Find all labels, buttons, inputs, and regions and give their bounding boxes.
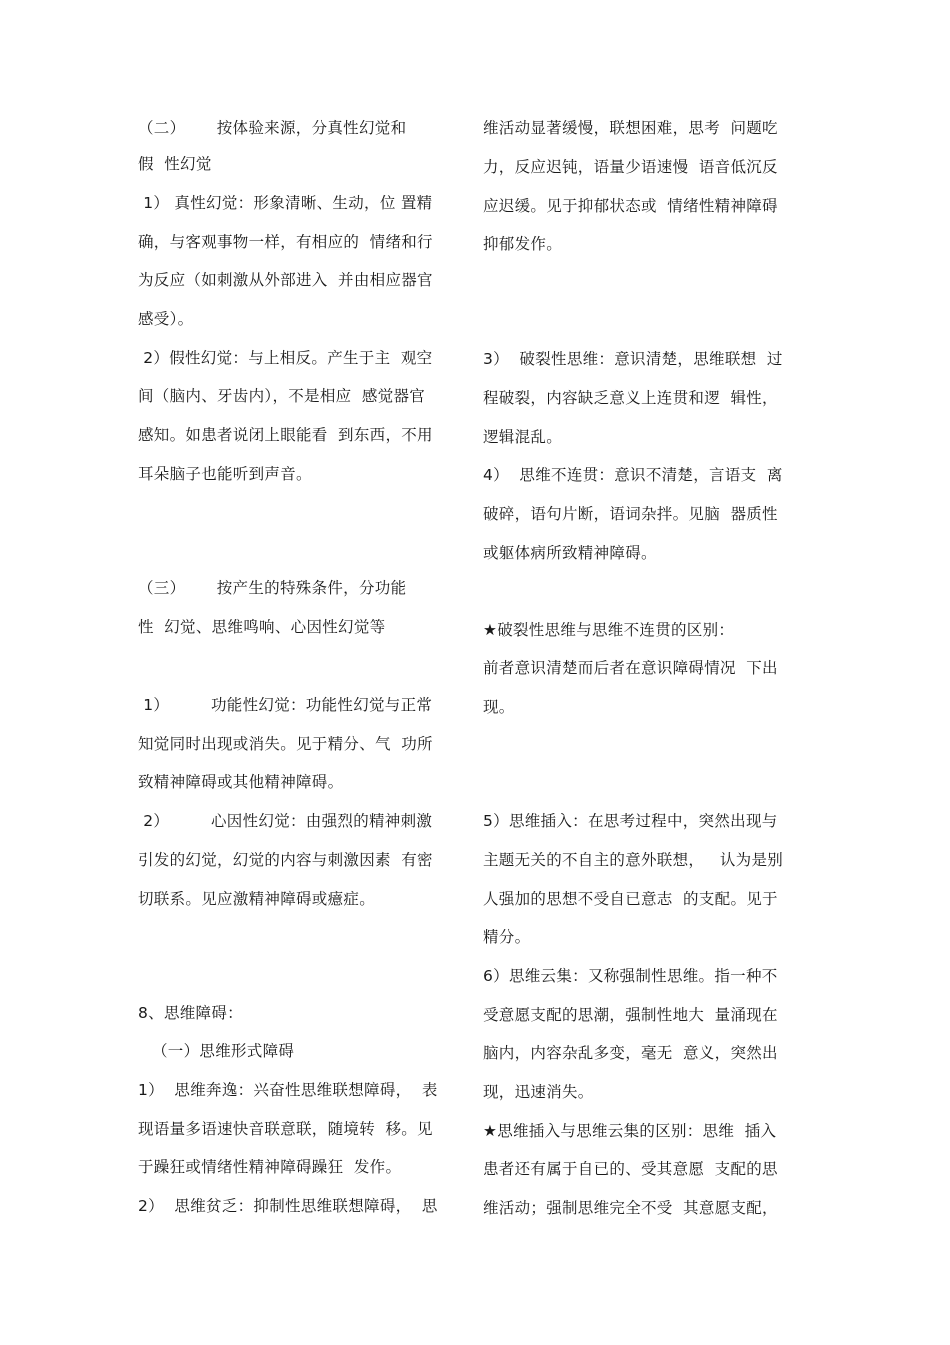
text-line: 切联系。见应激精神障碍或癔症。 xyxy=(138,890,376,908)
text-line: 或躯体病所致精神障碍。 xyxy=(483,544,657,562)
text-line: 1） 功能性幻觉：功能性幻觉与正常 xyxy=(138,696,433,714)
text-line: 应迟缓。见于抑郁状态或 情绪性精神障碍 xyxy=(483,197,778,215)
text-line: 间（脑内、牙齿内），不是相应 感觉器官 xyxy=(138,387,426,405)
text-line: 维活动；强制思维完全不受 其意愿支配， xyxy=(483,1199,778,1217)
text-line: 2） 思维贫乏：抑制性思维联想障碍， 思 xyxy=(138,1197,438,1215)
text-line: 破碎，语句片断，语词杂拌。见脑 器质性 xyxy=(483,505,778,523)
text-line: 力，反应迟钝，语量少语速慢 语音低沉反 xyxy=(483,158,778,176)
text-line: 感受）。 xyxy=(138,310,194,328)
text-line: 知觉同时出现或消失。见于精分、气 功所 xyxy=(138,735,433,753)
text-line: 为反应（如刺激从外部进入 并由相应器官 xyxy=(138,271,433,289)
text-line: 致精神障碍或其他精神障碍。 xyxy=(138,773,344,791)
text-line: 4） 思维不连贯：意识不清楚，言语支 离 xyxy=(483,466,783,484)
text-line: 精分。 xyxy=(483,928,531,946)
text-line: 感知。如患者说闭上眼能看 到东西，不用 xyxy=(138,426,433,444)
text-line: 于躁狂或情绪性精神障碍躁狂 发作。 xyxy=(138,1158,402,1176)
section-heading: 8、思维障碍： xyxy=(138,1004,243,1022)
text-line: 性 幻觉、思维鸣响、心因性幻觉等 xyxy=(138,618,386,636)
text-line: 2）假性幻觉：与上相反。产生于主 观空 xyxy=(138,349,433,367)
subsection-heading: （一）思维形式障碍 xyxy=(152,1042,295,1060)
text-line: 受意愿支配的思潮，强制性地大 量涌现在 xyxy=(483,1006,778,1024)
text-line: 逻辑混乱。 xyxy=(483,428,563,446)
text-line: 引发的幻觉，幻觉的内容与刺激因素 有密 xyxy=(138,851,433,869)
text-line: 人强加的思想不受自已意志 的支配。见于 xyxy=(483,890,778,908)
text-line: 确，与客观事物一样，有相应的 情绪和行 xyxy=(138,233,433,251)
text-line: 假 性幻觉 xyxy=(138,155,212,173)
text-line: 现语量多语速快音联意联，随境转 移。见 xyxy=(138,1120,433,1138)
text-line: （二） 按体验来源，分真性幻觉和 xyxy=(138,119,407,137)
text-line: 主题无关的不自主的意外联想， 认为是别 xyxy=(483,851,784,869)
text-line: 抑郁发作。 xyxy=(483,235,563,253)
text-line: 前者意识清楚而后者在意识障碍情况 下出 xyxy=(483,659,778,677)
text-line: 现，迅速消失。 xyxy=(483,1083,594,1101)
text-line: 2） 心因性幻觉：由强烈的精神刺激 xyxy=(138,812,433,830)
text-line: 5）思维插入：在思考过程中，突然出现与 xyxy=(483,812,778,830)
text-line: ★思维插入与思维云集的区别：思维 插入 xyxy=(483,1122,777,1140)
text-line: 现。 xyxy=(483,698,515,716)
text-line: 1） 思维奔逸：兴奋性思维联想障碍， 表 xyxy=(138,1081,438,1099)
text-line: 程破裂，内容缺乏意义上连贯和逻 辑性， xyxy=(483,389,778,407)
text-line: 1） 真性幻觉：形象清晰、生动，位 置精 xyxy=(138,194,433,212)
text-line: ★破裂性思维与思维不连贯的区别： xyxy=(483,621,735,639)
text-line: 患者还有属于自已的、受其意愿 支配的思 xyxy=(483,1160,778,1178)
text-line: 耳朵脑子也能听到声音。 xyxy=(138,465,312,483)
text-line: 6）思维云集：又称强制性思维。指一种不 xyxy=(483,967,778,985)
text-line: 脑内，内容杂乱多变，毫无 意义，突然出 xyxy=(483,1044,778,1062)
text-line: （三） 按产生的特殊条件，分功能 xyxy=(138,579,407,597)
text-line: 维活动显著缓慢，联想困难，思考 问题吃 xyxy=(483,119,778,137)
text-line: 3） 破裂性思维：意识清楚，思维联想 过 xyxy=(483,350,783,368)
